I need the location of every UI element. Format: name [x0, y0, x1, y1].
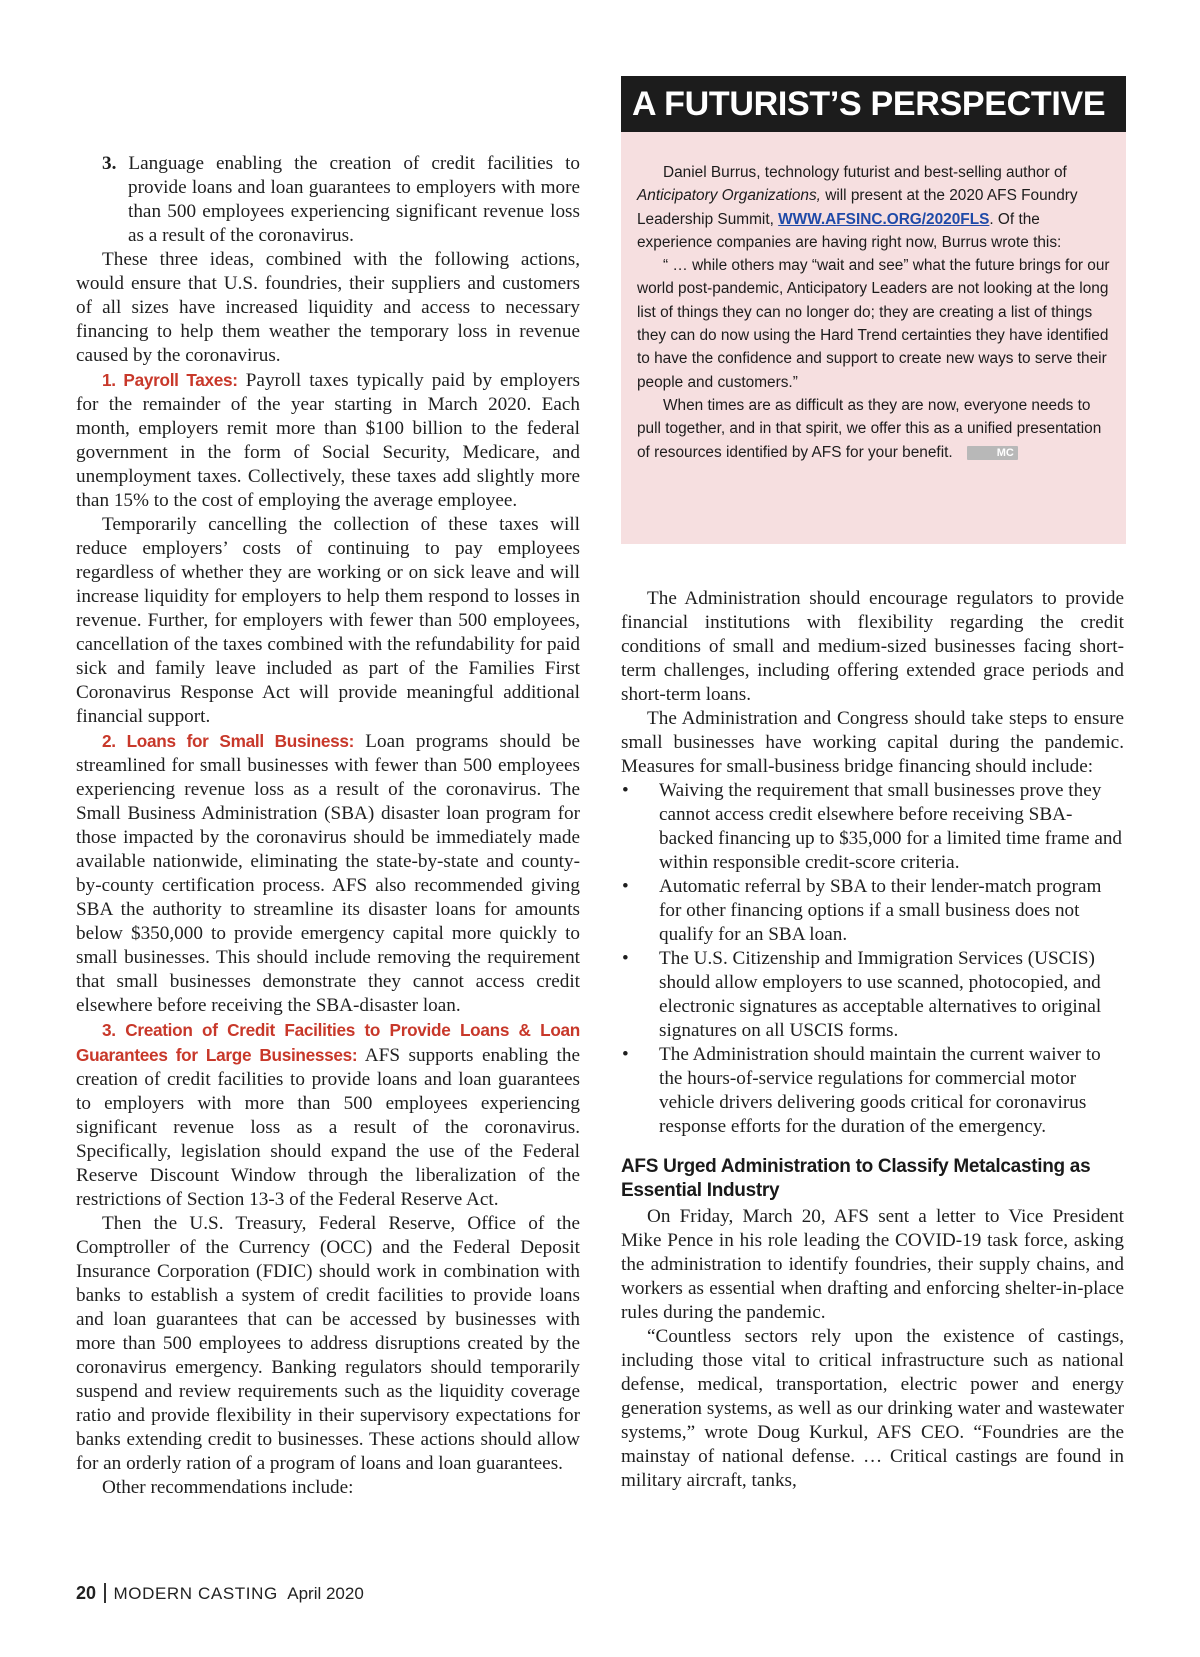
bullet-list [621, 779, 1124, 1139]
page-footer [76, 1583, 364, 1604]
summit-link[interactable]: WWW.AFSINC.ORG/2020FLS [778, 210, 990, 228]
section-payroll-taxes: 1. Payroll Taxes: Payroll taxes typically paid by employers for the remainder of the year starting in March 2020. Each month, employers remit more than $100 billion to the federal government in the form of Social Security, Medicare, and unemployment taxes. Collectively, these taxes add slightly more than 15% to the cost of employing the average employee. [76, 370, 580, 511]
paragraph: On Friday, March 20, AFS sent a letter to Vice President Mike Pence in his role leading the COVID-19 task force, asking the administration to identify foundries, their supply chains, and workers as essential when drafting and enforcing shelter-in-place rules during the pandemic. [621, 1206, 1124, 1323]
footer-divider [104, 1583, 106, 1603]
run-in-heading: 1. Payroll Taxes: [102, 370, 238, 390]
issue-date: April 2020 [287, 1584, 364, 1603]
mc-end-badge: MC [967, 446, 1018, 460]
sidebar-title: A FUTURIST’S PERSPECTIVE [621, 76, 1126, 132]
run-in-heading: 2. Loans for Small Business: [102, 731, 355, 751]
section-credit-facilities: 3. Creation of Credit Facilities to Provide Loans & Loan Guarantees for Large Businesses: AFS supports enabling the creation of credit facilities to provide loans and loan guarantees to employers with more than 500 employees experiencing significant revenue loss as a result of the coronavirus. Specifically, legislation should expand the use of the Federal Reserve Discount Window through the liberalization of the restrictions of Section 13-3 of the Federal Reserve Act. [76, 1020, 580, 1210]
sidebar-body [637, 161, 1111, 464]
paragraph: The Administration and Congress should take steps to ensure small businesses have working capital during the pandemic. Measures for small-business bridge financing should include: [621, 708, 1124, 777]
paragraph: “Countless sectors rely upon the existence of castings, including those vital to critical infrastructure such as national defense, medical, transportation, electric power and energy generation systems, as well as our drinking water and wastewater systems,” wrote Doug Kurkul, AFS CEO. “Foundries are the mainstay of national defense. … Critical castings are found in military aircraft, tanks, [621, 1326, 1124, 1491]
list-item: • Waiving the requirement that small businesses prove they cannot access credit elsewhere before receiving SBA-backed financing up to $35,000 for a limited time frame and within responsible credit-score criteria. [621, 779, 1124, 875]
list-item: • Automatic referral by SBA to their lender-match program for other financing options if a small business does not qualify for an SBA loan. [621, 875, 1124, 947]
paragraph: Temporarily cancelling the collection of these taxes will reduce employers’ costs of continuing to pay employees regardless of whether they are working or on sick leave and will increase liquidity for employers to help them respond to losses in revenue. Further, for employers with fewer than 500 employees, cancellation of the taxes combined with the refundability for paid sick and family leave included as part of the Families First Coronavirus Response Act will provide meaningful additional financial support. [76, 514, 580, 727]
run-in-heading: 3. Creation of Credit Facilities to Provide Loans & Loan Guarantees for Large Businesses: [76, 1020, 580, 1065]
page-number: 20 [76, 1583, 97, 1603]
section-small-business-loans: 2. Loans for Small Business: Loan programs should be streamlined for small businesses with fewer than 500 employees experiencing revenue loss as a result of the coronavirus. The Small Business Administration (SBA) disaster loan program for those impacted by the coronavirus should be immediately made available nationwide, eliminating the state-by-state and county-by-county certification process. AFS also recommended giving SBA the authority to streamline its disaster loans for amounts below $350,000 to provide emergency capital more quickly to small businesses. This should include removing the requirement that small businesses demonstrate they cannot access credit elsewhere before receiving the SBA-disaster loan. [76, 731, 580, 1016]
magazine-name: MODERN CASTING [113, 1584, 278, 1603]
paragraph: Other recommendations include: [102, 1477, 354, 1498]
paragraph: These three ideas, combined with the following actions, would ensure that U.S. foundries, their suppliers and customers of all sizes have increased liquidity and access to necessary financing to help them weather the temporary loss in revenue caused by the coronavirus. [76, 249, 580, 366]
book-title: Anticipatory Organizations, [637, 187, 821, 205]
left-column [76, 152, 580, 1500]
list-item: • The U.S. Citizenship and Immigration Services (USCIS) should allow employers to use scanned, photocopied, and electronic signatures as acceptable alternatives to original signatures on all USCIS forms. [621, 947, 1124, 1043]
right-column [621, 587, 1124, 1493]
section-subhead: AFS Urged Administration to Classify Metalcasting as Essential Industry [621, 1156, 1091, 1201]
list-item: • The Administration should maintain the current waiver to the hours-of-service regulations for commercial motor vehicle drivers delivering goods critical for coronavirus response efforts for the duration of the emergency. [621, 1043, 1124, 1139]
sidebar-quote: “ … while others may “wait and see” what the future brings for our world post-pandemic, Anticipatory Leaders are not looking at the long list of things they can no longer do; they are creating a list of things they can do now using the Hard Trend certainties they have identified to have the confidence and support to create new ways to serve their people and customers.” [637, 257, 1110, 391]
futurist-sidebar [621, 76, 1126, 544]
list-item-3: 3. Language enabling the creation of credit facilities to provide loans and loan guarantees to employers with more than 500 employees experiencing significant revenue loss as a result of the coronavirus. [102, 153, 580, 246]
paragraph: The Administration should encourage regulators to provide financial institutions with flexibility regarding the credit conditions of small and medium-sized businesses facing short-term challenges, including offering extended grace periods and short-term loans. [621, 588, 1124, 705]
sidebar-intro: Daniel Burrus, technology futurist and best-selling author of Anticipatory Organizations, will present at the 2020 AFS Foundry Leadership Summit, WWW.AFSINC.ORG/2020FLS. Of the experience companies are having right now, Burrus wrote this: [637, 164, 1078, 251]
sidebar-closing: When times are as difficult as they are now, everyone needs to pull together, and in that spirit, we offer this as a unified presentation of resources identified by AFS for your benefit. MC [637, 396, 1102, 461]
paragraph: Then the U.S. Treasury, Federal Reserve, Office of the Comptroller of the Currency (OCC) and the Federal Deposit Insurance Corporation (FDIC) should work in combination with banks to establish a system of credit facilities to provide loans and loan guarantees that can be accessed by businesses with more than 500 employees to address disruptions created by the coronavirus emergency. Banking regulators should temporarily suspend and review requirements such as the liquidity coverage ratio and provide flexibility in their supervisory expectations for banks extending credit to businesses. These actions should allow for an orderly ration of a program of loans and loan guarantees. [76, 1213, 580, 1474]
